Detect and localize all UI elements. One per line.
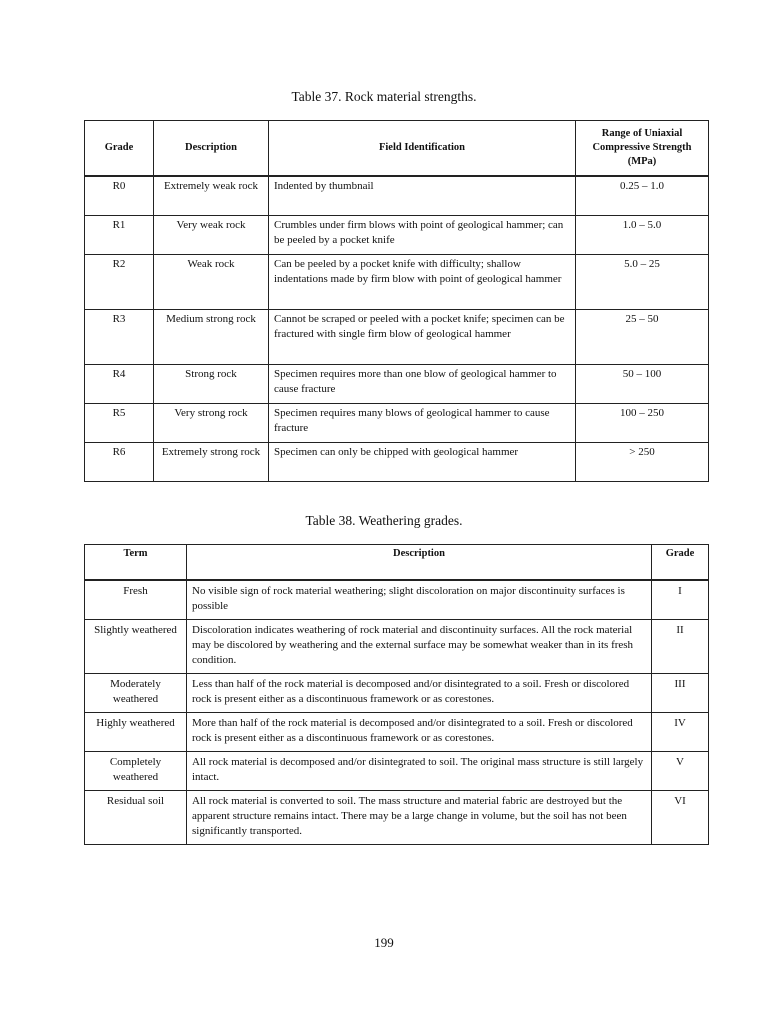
table-row — [85, 580, 709, 620]
grade-cell: R1 — [85, 216, 154, 255]
column-header-term: Term — [85, 545, 187, 581]
term-cell: Moderately weathered — [85, 674, 187, 713]
grade-cell: VI — [652, 791, 709, 845]
column-header-strength-range: Range of Uniaxial Compressive Strength (MPa) — [576, 121, 709, 177]
description-cell: Very strong rock — [154, 404, 269, 443]
description-cell: Strong rock — [154, 365, 269, 404]
grade-cell: R0 — [85, 176, 154, 216]
description-cell: All rock material is converted to soil. The mass structure and material fabric are destroyed but the apparent structure remains intact. There may be a large change in volume, but the soil has not been significantly transported. — [187, 791, 652, 845]
grade-cell: II — [652, 620, 709, 674]
description-cell: Medium strong rock — [154, 310, 269, 365]
term-cell: Completely weathered — [85, 752, 187, 791]
strength-range-cell: 1.0 – 5.0 — [576, 216, 709, 255]
grade-cell: III — [652, 674, 709, 713]
strength-range-cell: 5.0 – 25 — [576, 255, 709, 310]
strength-range-cell: 0.25 – 1.0 — [576, 176, 709, 216]
table-row — [85, 443, 709, 482]
table-header-row — [85, 545, 709, 581]
table-row — [85, 365, 709, 404]
grade-cell: V — [652, 752, 709, 791]
description-cell: Discoloration indicates weathering of rock material and discontinuity surfaces. All the rock material may be discolored by weathering and the external surface may be somewhat weaker than in its fresh condition. — [187, 620, 652, 674]
weathering-grades-table — [84, 544, 709, 845]
description-cell: Very weak rock — [154, 216, 269, 255]
description-cell: No visible sign of rock material weathering; slight discoloration on major discontinuity surfaces is possible — [187, 580, 652, 620]
table-row — [85, 404, 709, 443]
strength-range-cell: 50 – 100 — [576, 365, 709, 404]
column-header-grade: Grade — [652, 545, 709, 581]
page-number: 199 — [374, 935, 394, 950]
field-identification-cell: Can be peeled by a pocket knife with difficulty; shallow indentations made by firm blow with point of geological hammer — [269, 255, 576, 310]
grade-cell: R6 — [85, 443, 154, 482]
table-row — [85, 674, 709, 713]
description-cell: Extremely weak rock — [154, 176, 269, 216]
table-header-row — [85, 121, 709, 177]
term-cell: Slightly weathered — [85, 620, 187, 674]
table-row — [85, 620, 709, 674]
table-row — [85, 176, 709, 216]
table-row — [85, 791, 709, 845]
field-identification-cell: Cannot be scraped or peeled with a pocket knife; specimen can be fractured with single firm blow of geological hammer — [269, 310, 576, 365]
grade-cell: R3 — [85, 310, 154, 365]
description-cell: Extremely strong rock — [154, 443, 269, 482]
grade-cell: R4 — [85, 365, 154, 404]
field-identification-cell: Crumbles under firm blows with point of geological hammer; can be peeled by a pocket knife — [269, 216, 576, 255]
grade-cell: I — [652, 580, 709, 620]
column-header-field-identification: Field Identification — [269, 121, 576, 177]
column-header-description: Description — [154, 121, 269, 177]
field-identification-cell: Specimen can only be chipped with geological hammer — [269, 443, 576, 482]
table-38-caption: Table 38. Weathering grades. — [305, 513, 463, 528]
table-row — [85, 255, 709, 310]
strength-range-cell: > 250 — [576, 443, 709, 482]
grade-cell: R2 — [85, 255, 154, 310]
description-cell: All rock material is decomposed and/or disintegrated to soil. The original mass structure is still largely intact. — [187, 752, 652, 791]
term-cell: Residual soil — [85, 791, 187, 845]
description-cell: More than half of the rock material is decomposed and/or disintegrated to a soil. Fresh or discolored rock is present either as a discontinuous framework or as corestones. — [187, 713, 652, 752]
strength-range-cell: 25 – 50 — [576, 310, 709, 365]
strength-range-cell: 100 – 250 — [576, 404, 709, 443]
column-header-grade: Grade — [85, 121, 154, 177]
description-cell: Weak rock — [154, 255, 269, 310]
table-row — [85, 713, 709, 752]
term-cell: Fresh — [85, 580, 187, 620]
description-cell: Less than half of the rock material is decomposed and/or disintegrated to a soil. Fresh or discolored rock is present either as a discontinuous framework or as corestones. — [187, 674, 652, 713]
table-37-caption: Table 37. Rock material strengths. — [291, 89, 477, 104]
column-header-description: Description — [187, 545, 652, 581]
field-identification-cell: Specimen requires many blows of geological hammer to cause fracture — [269, 404, 576, 443]
grade-cell: IV — [652, 713, 709, 752]
field-identification-cell: Specimen requires more than one blow of geological hammer to cause fracture — [269, 365, 576, 404]
table-row — [85, 216, 709, 255]
rock-strength-table — [84, 120, 709, 482]
grade-cell: R5 — [85, 404, 154, 443]
term-cell: Highly weathered — [85, 713, 187, 752]
field-identification-cell: Indented by thumbnail — [269, 176, 576, 216]
table-row — [85, 752, 709, 791]
table-row — [85, 310, 709, 365]
